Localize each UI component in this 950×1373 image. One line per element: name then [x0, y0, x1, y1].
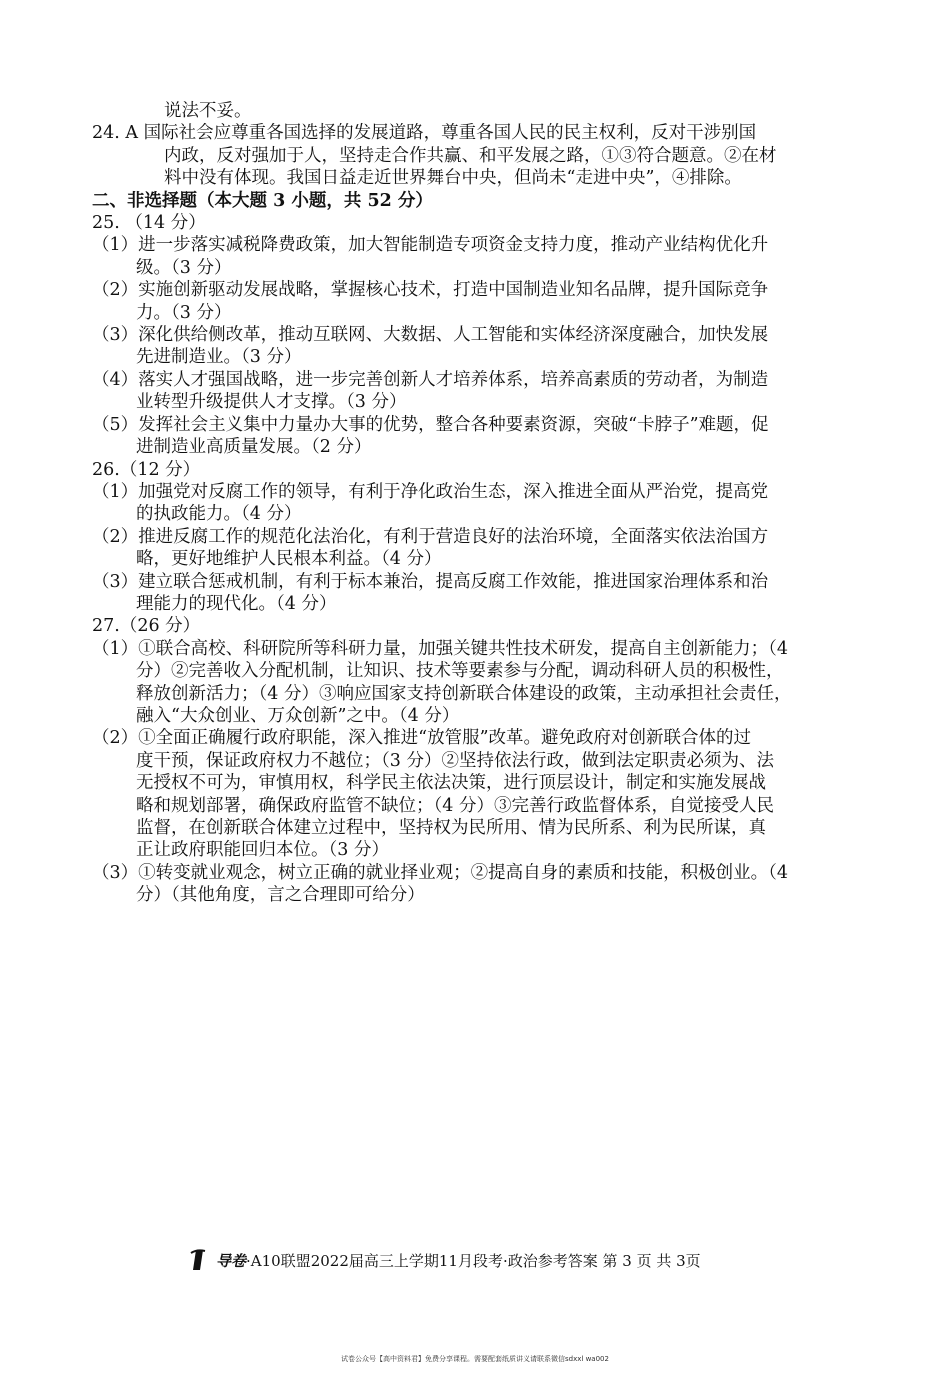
question-25: 25. （14 分） [92, 213, 206, 234]
text-line: 进制造业高质量发展。（2 分） [136, 437, 372, 458]
text-line: 监督，在创新联合体建立过程中，坚持权为民所用、情为民所系、利为民所谋，真 [136, 818, 766, 838]
text-line: 说法不妥。 [164, 101, 252, 121]
page-footer [188, 1247, 808, 1273]
watermark-text: 试卷公众号【高中资料君】免费分享课程。需要配套纸质讲义请联系微信sdxxl wa002 [341, 1355, 609, 1363]
question-26: 26.（12 分） [92, 459, 201, 480]
answer-content [92, 100, 862, 907]
brand-logo-icon [188, 1248, 212, 1272]
sub-item: （3）深化供给侧改革，推动互联网、大数据、人工智能和实体经济深度融合，加快发展 [92, 325, 769, 346]
text-line: 力。（3 分） [136, 302, 232, 323]
sub-item: （2）推进反腐工作的规范化法治化，有利于营造良好的法治环境，全面落实依法治国方 [92, 526, 769, 547]
sub-item: （4）落实人才强国战略，进一步完善创新人才培养体系，培养高素质的劳动者，为制造 [92, 369, 769, 390]
section-heading: 二、非选择题（本大题 3 小题，共 52 分） [92, 190, 433, 211]
sub-item: （3）①转变就业观念，树立正确的就业择业观；②提高自身的素质和技能，积极创业。（4 [92, 862, 789, 883]
text-line: 业转型升级提供人才支撑。（3 分） [136, 392, 407, 413]
text-line: 分）（其他角度，言之合理即可给分） [136, 885, 425, 906]
text-line: 略，更好地维护人民根本利益。（4 分） [136, 549, 442, 570]
text-line: 的执政能力。（4 分） [136, 504, 302, 525]
text-line: 料中没有体现。我国日益走近世界舞台中央，但尚未“走进中央”，④排除。 [164, 168, 742, 189]
sub-item: （1）①联合高校、科研院所等科研力量，加强关键共性技术研发，提高自主创新能力；（4 [92, 638, 789, 659]
text-line: 释放创新活力；（4 分）③响应国家支持创新联合体建设的政策，主动承担社会责任， [136, 683, 792, 704]
sub-item: （1）进一步落实减税降费政策，加大智能制造专项资金支持力度，推动产业结构优化升 [92, 235, 769, 256]
text-line: 无授权不可为，审慎用权，科学民主依法决策，进行顶层设计，制定和实施发展战 [136, 773, 766, 794]
sub-item: （2）实施创新驱动发展战略，掌握核心技术，打造中国制造业知名品牌，提升国际竞争 [92, 280, 769, 301]
text-line: 分）②完善收入分配机制，让知识、技术等要素参与分配，调动科研人员的积极性， [136, 661, 784, 682]
text-line: 正让政府职能回归本位。（3 分） [136, 840, 389, 861]
text-line: 级。（3 分） [136, 257, 232, 278]
text-line: 度干预，保证政府权力不越位；（3 分）②坚持依法行政，做到法定职责必须为、法 [136, 750, 774, 771]
sub-item: （2）①全面正确履行政府职能，深入推进“放管服”改革。避免政府对创新联合体的过 [92, 728, 752, 749]
text-line: 先进制造业。（3 分） [136, 347, 302, 368]
sub-item: （5）发挥社会主义集中力量办大事的优势，整合各种要素资源，突破“卡脖子”难题，促 [92, 414, 769, 435]
text-line: 融入“大众创业、万众创新”之中。（4 分） [136, 705, 460, 726]
sub-item: （3）建立联合惩戒机制，有利于标本兼治，提高反腐工作效能，推进国家治理体系和治 [92, 571, 769, 592]
footer-brand: 导卷 [216, 1251, 247, 1270]
text-line: 理能力的现代化。（4 分） [136, 593, 337, 614]
question-27: 27.（26 分） [92, 616, 201, 637]
question-24: 24. A 国际社会应尊重各国选择的发展道路，尊重各国人民的民主权利，反对干涉别国 [92, 123, 757, 144]
footer-text: ·A10联盟2022届高三上学期11月段考·政治参考答案 第 3 页 共 3页 [246, 1251, 701, 1270]
text-line: 内政，反对强加于人，坚持走合作共赢、和平发展之路，①③符合题意。②在材 [164, 145, 777, 166]
text-line: 略和规划部署，确保政府监管不缺位；（4 分）③完善行政监督体系，自觉接受人民 [136, 795, 774, 816]
sub-item: （1）加强党对反腐工作的领导，有利于净化政治生态，深入推进全面从严治党，提高党 [92, 481, 769, 502]
